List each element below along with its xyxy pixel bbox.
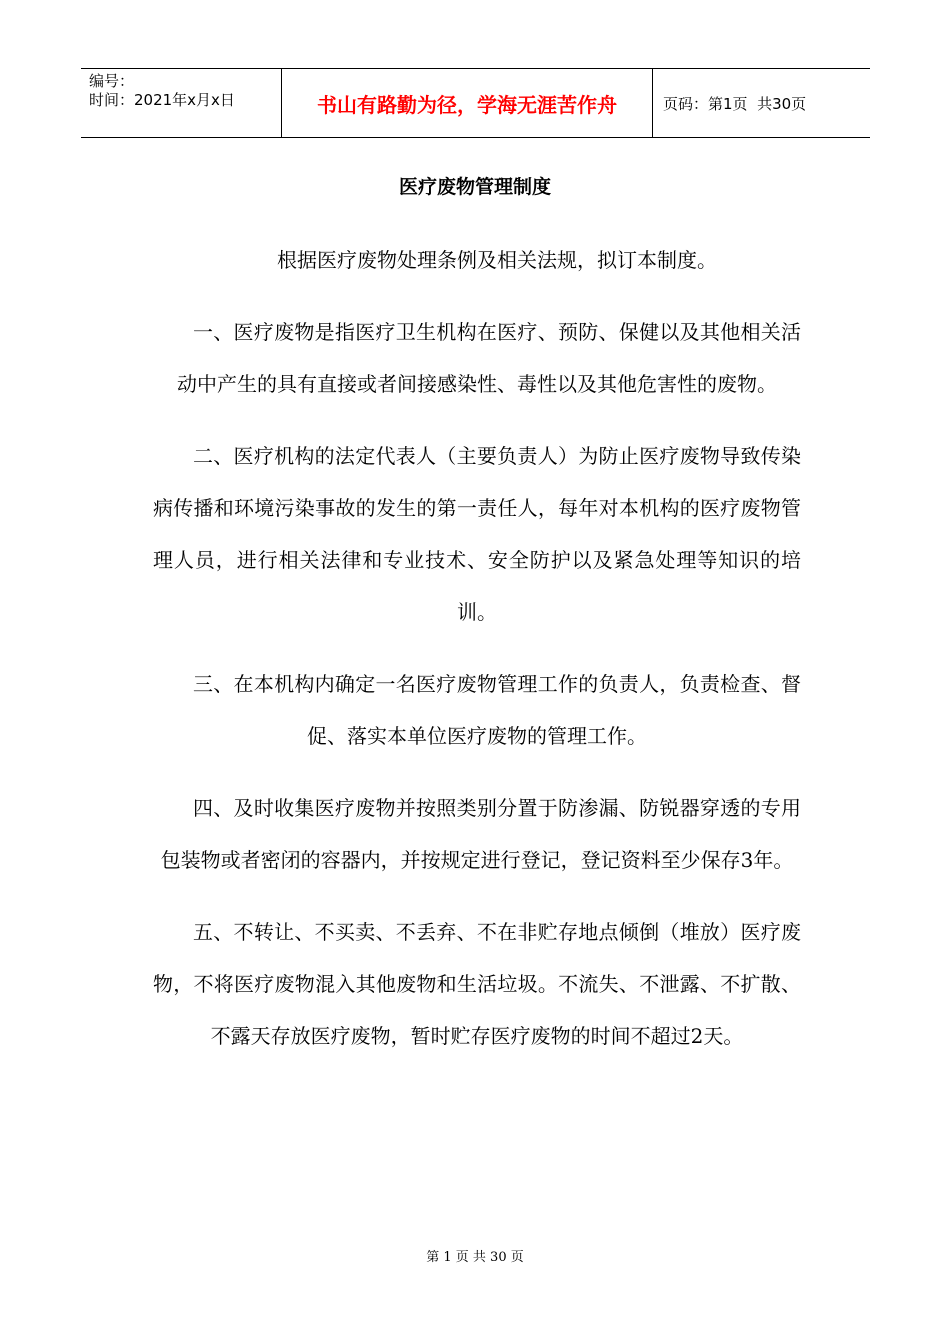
- paragraph-2: 二、医疗机构的法定代表人（主要负责人）为防止医疗废物导致传染病传播和环境污染事故的发生的第一责任人，每年对本机构的医疗废物管理人员，进行相关法律和专业技术、安全防护以及紧急处理等知识的培训。: [153, 444, 801, 624]
- page-footer: 第 1 页 共 30 页: [426, 1250, 524, 1265]
- document-body: [153, 234, 801, 1062]
- header-meta-cell: [81, 69, 282, 137]
- paragraph-intro: 根据医疗废物处理条例及相关法规，拟订本制度。: [277, 248, 717, 272]
- document-title: 医疗废物管理制度: [398, 176, 551, 198]
- paragraph-3: 三、在本机构内确定一名医疗废物管理工作的负责人，负责检查、督促、落实本单位医疗废物的管理工作。: [193, 672, 801, 748]
- header-page-cell: [653, 69, 870, 137]
- header-table: [81, 68, 870, 138]
- time-label: 时间：2021年x月x日: [89, 91, 235, 109]
- paragraph-1: 一、医疗废物是指医疗卫生机构在医疗、预防、保健以及其他相关活动中产生的具有直接或者间接感染性、毒性以及其他危害性的废物。: [177, 320, 801, 396]
- number-label: 编号：: [89, 72, 135, 90]
- motto-text: 书山有路勤为径，学海无涯苦作舟: [317, 92, 617, 117]
- page-info: 页码：第1页 共30页: [663, 94, 807, 113]
- paragraph-4: 四、及时收集医疗废物并按照类别分置于防渗漏、防锐器穿透的专用包装物或者密闭的容器内，并按规定进行登记，登记资料至少保存3年。: [160, 796, 801, 872]
- paragraph-5: 五、不转让、不买卖、不丢弃、不在非贮存地点倾倒（堆放）医疗废物，不将医疗废物混入其他废物和生活垃圾。不流失、不泄露、不扩散、不露天存放医疗废物，暂时贮存医疗废物的时间不超过2天。: [153, 920, 801, 1048]
- header-motto-cell: [282, 69, 653, 137]
